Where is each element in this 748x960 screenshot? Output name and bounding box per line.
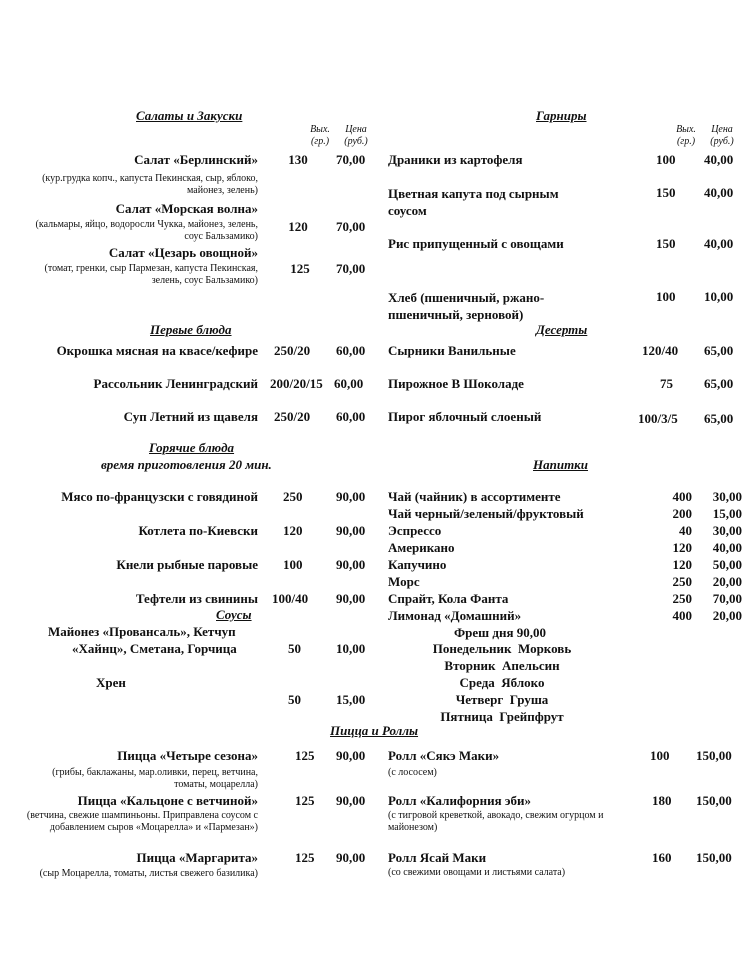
garnish-cauliflower-weight: 150 [656,185,676,200]
drink-americano-name: Американо [388,540,455,555]
fresh-title: Фреш дня 90,00 [454,625,546,640]
drink-espresso-weight: 40 [679,523,692,538]
drink-americano-price: 40,00 [712,540,742,555]
drink-lemonade-name: Лимонад «Домашний» [388,608,522,623]
fresh-thursday: Четверг Груша [455,692,549,707]
pizza-calzone-price: 90,00 [336,793,366,808]
dessert-applepie-name: Пирог яблочный слоеный [388,409,542,424]
pizza-seasons-name: Пицца «Четыре сезона» [117,748,258,763]
roll-sake-name: Ролл «Сякэ Маки» [388,748,500,763]
hot-quenelles-name: Кнели рыбные паровые [116,557,258,572]
garnish-col-weight: Вых. (гр.) [676,124,696,147]
drink-mors-weight: 250 [672,574,692,589]
first-okroshka-price: 60,00 [336,343,366,358]
fresh-tuesday: Вторник Апельсин [444,658,560,673]
sauce-mayo-line1: Майонез «Провансаль», Кетчуп [48,624,236,639]
salad-berlin-name: Салат «Берлинский» [134,152,258,167]
salad-caesar-price: 70,00 [336,261,366,276]
hot-quenelles-price: 90,00 [336,557,366,572]
drinks-title: Напитки [533,457,589,472]
dessert-chocolate-price: 65,00 [704,376,734,391]
hot-subtitle: время приготовления 20 мин. [101,457,272,472]
sauces-title: Соусы [216,607,252,622]
salads-col-price: Цена (руб.) [344,124,368,147]
roll-yasai-desc: (со свежими овощами и листьями салата) [388,867,566,878]
drink-cappuccino-name: Капучино [388,557,447,572]
garnish-bread-weight: 100 [656,289,676,304]
drink-soda-name: Спрайт, Кола Фанта [388,591,509,606]
drink-tea-cup-price: 15,00 [712,506,742,521]
pizza-calzone-name: Пицца «Кальцоне с ветчиной» [77,793,258,808]
dessert-syrniki-weight: 120/40 [642,343,679,358]
drink-tea-pot-price: 30,00 [712,489,742,504]
drink-mors-price: 20,00 [712,574,742,589]
sauce-mayo-weight: 50 [288,641,301,656]
pizza-seasons-price: 90,00 [336,748,366,763]
roll-sake-desc: (с лососем) [388,767,437,778]
garnish-rice-price: 40,00 [704,236,734,251]
salad-caesar-desc: (томат, гренки, сыр Пармезан, капуста Пекинская, зелень, соус Бальзамико) [44,263,258,286]
dessert-applepie-price: 65,00 [704,411,734,426]
fresh-monday: Понедельник Морковь [432,641,572,656]
pizza-margherita-price: 90,00 [336,850,366,865]
drink-tea-cup-weight: 200 [672,506,692,521]
fresh-wednesday: Среда Яблоко [459,675,545,690]
roll-yasai-name: Ролл Ясай Маки [388,850,487,865]
sauce-horseradish-price: 15,00 [336,692,366,707]
garnish-rice-weight: 150 [656,236,676,251]
pizza-margherita-name: Пицца «Маргарита» [136,850,258,865]
first-okroshka-weight: 250/20 [274,343,311,358]
sauce-horseradish-weight: 50 [288,692,301,707]
hot-kiev-price: 90,00 [336,523,366,538]
dessert-chocolate-weight: 75 [660,376,673,391]
roll-california-name: Ролл «Калифорния эби» [388,793,532,808]
garnish-bread-name: Хлеб (пшеничный, ржано-пшеничный, зерновой) [388,290,545,322]
garnish-draniki-price: 40,00 [704,152,734,167]
salad-berlin-desc: (кур.грудка копч., капуста Пекинская, сыр, яблоко, майонез, зелень) [42,173,258,196]
salad-berlin-price: 70,00 [336,152,366,167]
first-sorrel-price: 60,00 [336,409,366,424]
pizza-calzone-weight: 125 [295,793,315,808]
drink-cappuccino-weight: 120 [672,557,692,572]
garnish-bread-price: 10,00 [704,289,734,304]
roll-sake-weight: 100 [650,748,670,763]
hot-meatballs-name: Тефтели из свинины [135,591,258,606]
drink-soda-price: 70,00 [712,591,742,606]
salad-sea-price: 70,00 [336,219,366,234]
roll-california-desc: (с тигровой креветкой, авокадо, свежим огурцом и майонезом) [388,810,604,833]
roll-yasai-price: 150,00 [696,850,732,865]
garnish-draniki-weight: 100 [656,152,676,167]
garnish-draniki-name: Драники из картофеля [388,152,523,167]
garnish-title: Гарниры [536,108,587,123]
salad-sea-name: Салат «Морская волна» [115,201,258,216]
dessert-applepie-weight: 100/3/5 [638,411,678,426]
drink-tea-pot-weight: 400 [672,489,692,504]
first-sorrel-weight: 250/20 [274,409,311,424]
pizza-margherita-desc: (сыр Моцарелла, томаты, листья свежего базилика) [39,868,258,879]
pizza-margherita-weight: 125 [295,850,315,865]
garnish-cauliflower-name: Цветная капута под сырным соусом [388,186,559,218]
salad-caesar-weight: 125 [290,261,310,276]
garnish-rice-name: Рис припущенный с овощами [388,236,564,251]
drink-mors-name: Морс [388,574,420,589]
drink-tea-pot-name: Чай (чайник) в ассортименте [388,489,561,504]
pizza-calzone-desc: (ветчина, свежие шампиньоны. Приправлена соусом с добавлением сыров «Моцарелла» и «Пармезан») [26,810,258,833]
hot-quenelles-weight: 100 [283,557,303,572]
roll-yasai-weight: 160 [652,850,672,865]
first-rassolnik-price: 60,00 [334,376,364,391]
sauce-horseradish-name: Хрен [96,675,126,690]
salad-berlin-weight: 130 [288,152,308,167]
roll-california-weight: 180 [652,793,672,808]
hot-title: Горячие блюда [149,440,235,455]
sauce-mayo-price: 10,00 [336,641,366,656]
dessert-syrniki-price: 65,00 [704,343,734,358]
first-title: Первые блюда [150,322,232,337]
hot-french-name: Мясо по-французски с говядиной [61,489,258,504]
first-rassolnik-name: Рассольник Ленинградский [93,376,258,391]
first-sorrel-name: Суп Летний из щавеля [123,409,258,424]
salads-title: Салаты и Закуски [136,108,243,123]
hot-french-price: 90,00 [336,489,366,504]
salads-col-weight: Вых. (гр.) [310,124,330,147]
dessert-chocolate-name: Пирожное В Шоколаде [388,376,524,391]
hot-kiev-weight: 120 [283,523,303,538]
drink-soda-weight: 250 [672,591,692,606]
sauce-mayo-line2: «Хайнц», Сметана, Горчица [72,641,237,656]
drink-cappuccino-price: 50,00 [712,557,742,572]
pizza-seasons-weight: 125 [295,748,315,763]
hot-meatballs-weight: 100/40 [272,591,309,606]
hot-meatballs-price: 90,00 [336,591,366,606]
garnish-col-price: Цена (руб.) [710,124,734,147]
drink-espresso-price: 30,00 [712,523,742,538]
roll-sake-price: 150,00 [696,748,732,763]
garnish-cauliflower-price: 40,00 [704,185,734,200]
roll-california-price: 150,00 [696,793,732,808]
drink-lemonade-weight: 400 [672,608,692,623]
first-okroshka-name: Окрошка мясная на квасе/кефире [56,343,258,358]
salad-sea-weight: 120 [288,219,308,234]
dessert-syrniki-name: Сырники Ванильные [388,343,516,358]
desserts-title: Десерты [536,322,588,337]
drink-tea-cup-name: Чай черный/зеленый/фруктовый [388,506,584,521]
salad-sea-desc: (кальмары, яйцо, водоросли Чукка, майонез, зелень, соус Бальзамико) [35,219,258,242]
pizza-title: Пицца и Роллы [330,723,419,738]
drink-lemonade-price: 20,00 [712,608,742,623]
fresh-friday: Пятница Грейпфрут [440,709,564,724]
first-rassolnik-weight: 200/20/15 [270,376,323,391]
drink-americano-weight: 120 [672,540,692,555]
drink-espresso-name: Эспрессо [388,523,442,538]
pizza-seasons-desc: (грибы, баклажаны, мар.оливки, перец, ветчина, томаты, моцарелла) [52,767,258,790]
hot-kiev-name: Котлета по-Киевски [138,523,258,538]
hot-french-weight: 250 [283,489,303,504]
salad-caesar-name: Салат «Цезарь овощной» [108,245,258,260]
